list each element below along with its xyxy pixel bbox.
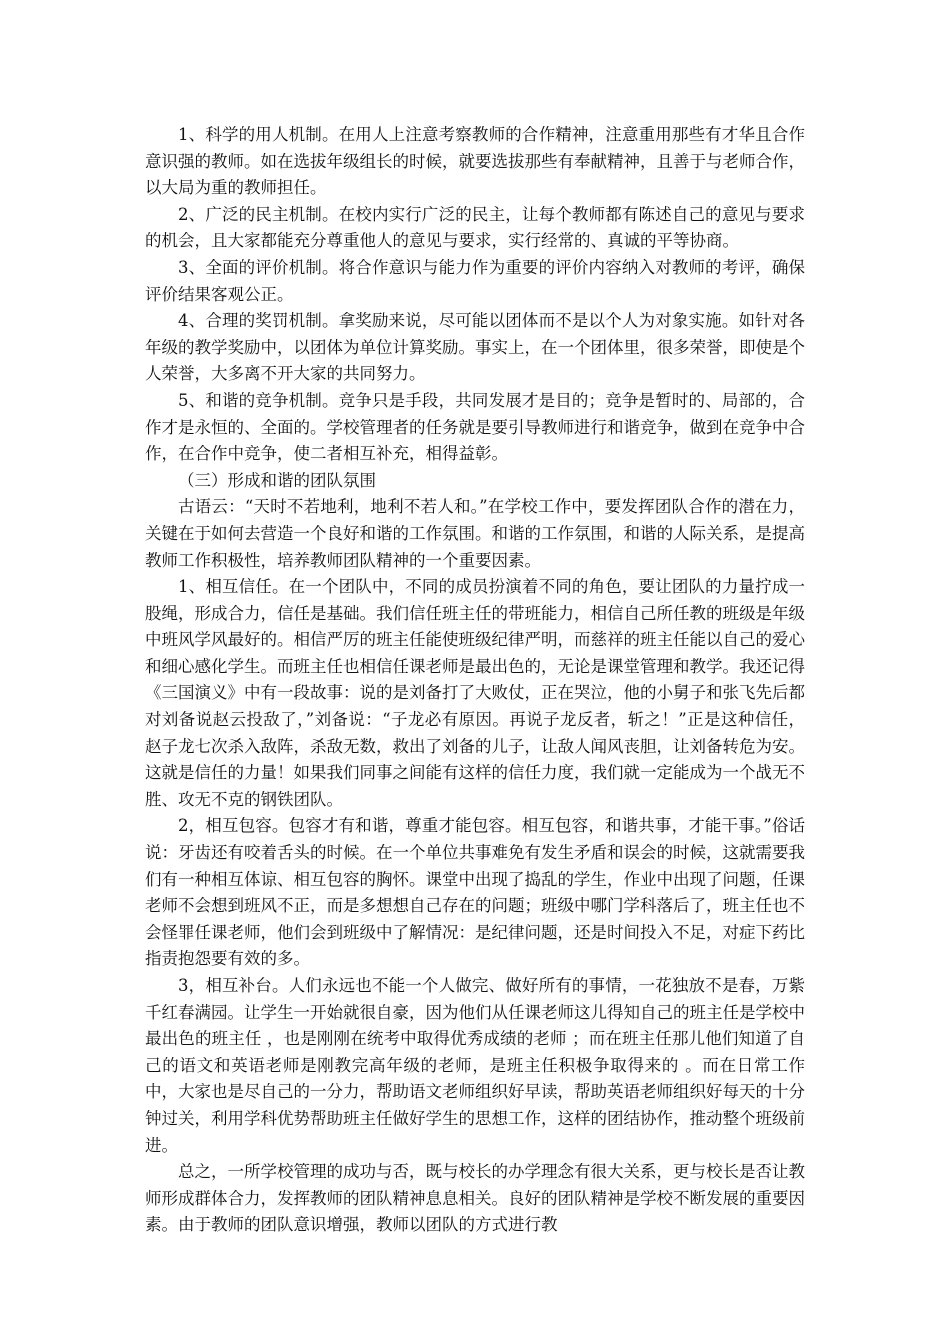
section-heading: （三）形成和谐的团队氛围 [178,470,376,490]
paragraph-mutual-support: 3，相互补台。人们永远也不能一个人做完、做好所有的事情，一花独放不是春，万紫千红春满园。让学生一开始就很自豪，因为他们从任课老师这儿得知自己的班主任是学校中最出色的班主任 ，也是刚刚在统考中取得优秀成绩的老师 ；而在班主任那儿他们知道了自己的语文和英语老师是刚教完高年级的老师，是班主任积极争取得来的 。而在日常工作中，大家也是尽自己的一分力，帮助语文老师组织好早读，帮助英语老师组织好每天的十分钟过关，利用学科优势帮助班主任做好学生的思想工作，这样的团结协作，推动整个班级前进。 [145,976,805,1155]
document-page [145,122,805,1239]
paragraph-competition-mechanism: 5、和谐的竞争机制。竞争只是手段，共同发展才是目的；竞争是暂时的、局部的，合作才是永恒的、全面的。学校管理者的任务就是要引导教师进行和谐竞争，做到在竞争中合作，在合作中竞争，使二者相互补充，相得益彰。 [145,390,805,464]
paragraph-mutual-trust: 1、相互信任。在一个团队中，不同的成员扮演着不同的角色，要让团队的力量拧成一股绳，形成合力，信任是基础。我们信任班主任的带班能力，相信自己所任教的班级是年级中班风学风最好的。相信严厉的班主任能使班级纪律严明，而慈祥的班主任能以自己的爱心和细心感化学生。而班主任也相信任课老师是最出色的，无论是课堂管理和教学。我还记得《三国演义》中有一段故事：说的是刘备打了大败仗，正在哭泣，他的小舅子和张飞先后都对刘备说赵云投敌了，”刘备说：“子龙必有原因。再说子龙反者，斩之！”正是这种信任，赵子龙七次杀入敌阵，杀敌无数，救出了刘备的儿子，让敌人闻风丧胆，让刘备转危为安。这就是信任的力量！如果我们同事之间能有这样的信任力度，我们就一定能成为一个战无不胜、攻无不克的钢铁团队。 [145,577,805,809]
paragraph-conclusion: 总之，一所学校管理的成功与否，既与校长的办学理念有很大关系，更与校长是否让教师形成群体合力，发挥教师的团队精神息息相关。良好的团队精神是学校不断发展的重要因素。由于教师的团队意识增强，教师以团队的方式进行教 [145,1162,805,1235]
paragraph-democracy-mechanism: 2、广泛的民主机制。在校内实行广泛的民主，让每个教师都有陈述自己的意见与要求的机会，且大家都能充分尊重他人的意见与要求，实行经常的、真诚的平等协商。 [145,204,805,251]
paragraph-reward-mechanism: 4、合理的奖罚机制。拿奖励来说，尽可能以团体而不是以个人为对象实施。如针对各年级的教学奖励中，以团体为单位计算奖励。事实上，在一个团体里，很多荣誉，即使是个人荣誉，大多离不开大家的共同努力。 [145,311,805,384]
paragraph-intro-harmony: 古语云：“天时不若地利，地利不若人和。”在学校工作中，要发挥团队合作的潜在力，关键在于如何去营造一个良好和谐的工作氛围。和谐的工作氛围，和谐的人际关系，是提高教师工作积极性，培养教师团队精神的一个重要因素。 [145,497,805,570]
paragraph-employment-mechanism: 1、科学的用人机制。在用人上注意考察教师的合作精神，注意重用那些有才华且合作意识强的教师。如在选拔年级组长的时候，就要选拔那些有奉献精神，且善于与老师合作，以大局为重的教师担任。 [145,125,805,198]
paragraph-evaluation-mechanism: 3、全面的评价机制。将合作意识与能力作为重要的评价内容纳入对教师的考评，确保评价结果客观公正。 [145,257,805,304]
paragraph-mutual-tolerance: 2，相互包容。包容才有和谐，尊重才能包容。相互包容，和谐共事，才能干事。”俗话说：牙齿还有咬着舌头的时候。在一个单位共事难免有发生矛盾和误会的时候，这就需要我们有一种相互体谅、相互包容的胸怀。课堂中出现了捣乱的学生，作业中出现了问题，任课老师不会想到班风不正，而是多想想自己存在的问题；班级中哪门学科落后了，班主任也不会怪罪任课老师，他们会到班级中了解情况：是纪律问题，还是时间投入不足，对症下药比指责抱怨要有效的多。 [145,816,805,969]
